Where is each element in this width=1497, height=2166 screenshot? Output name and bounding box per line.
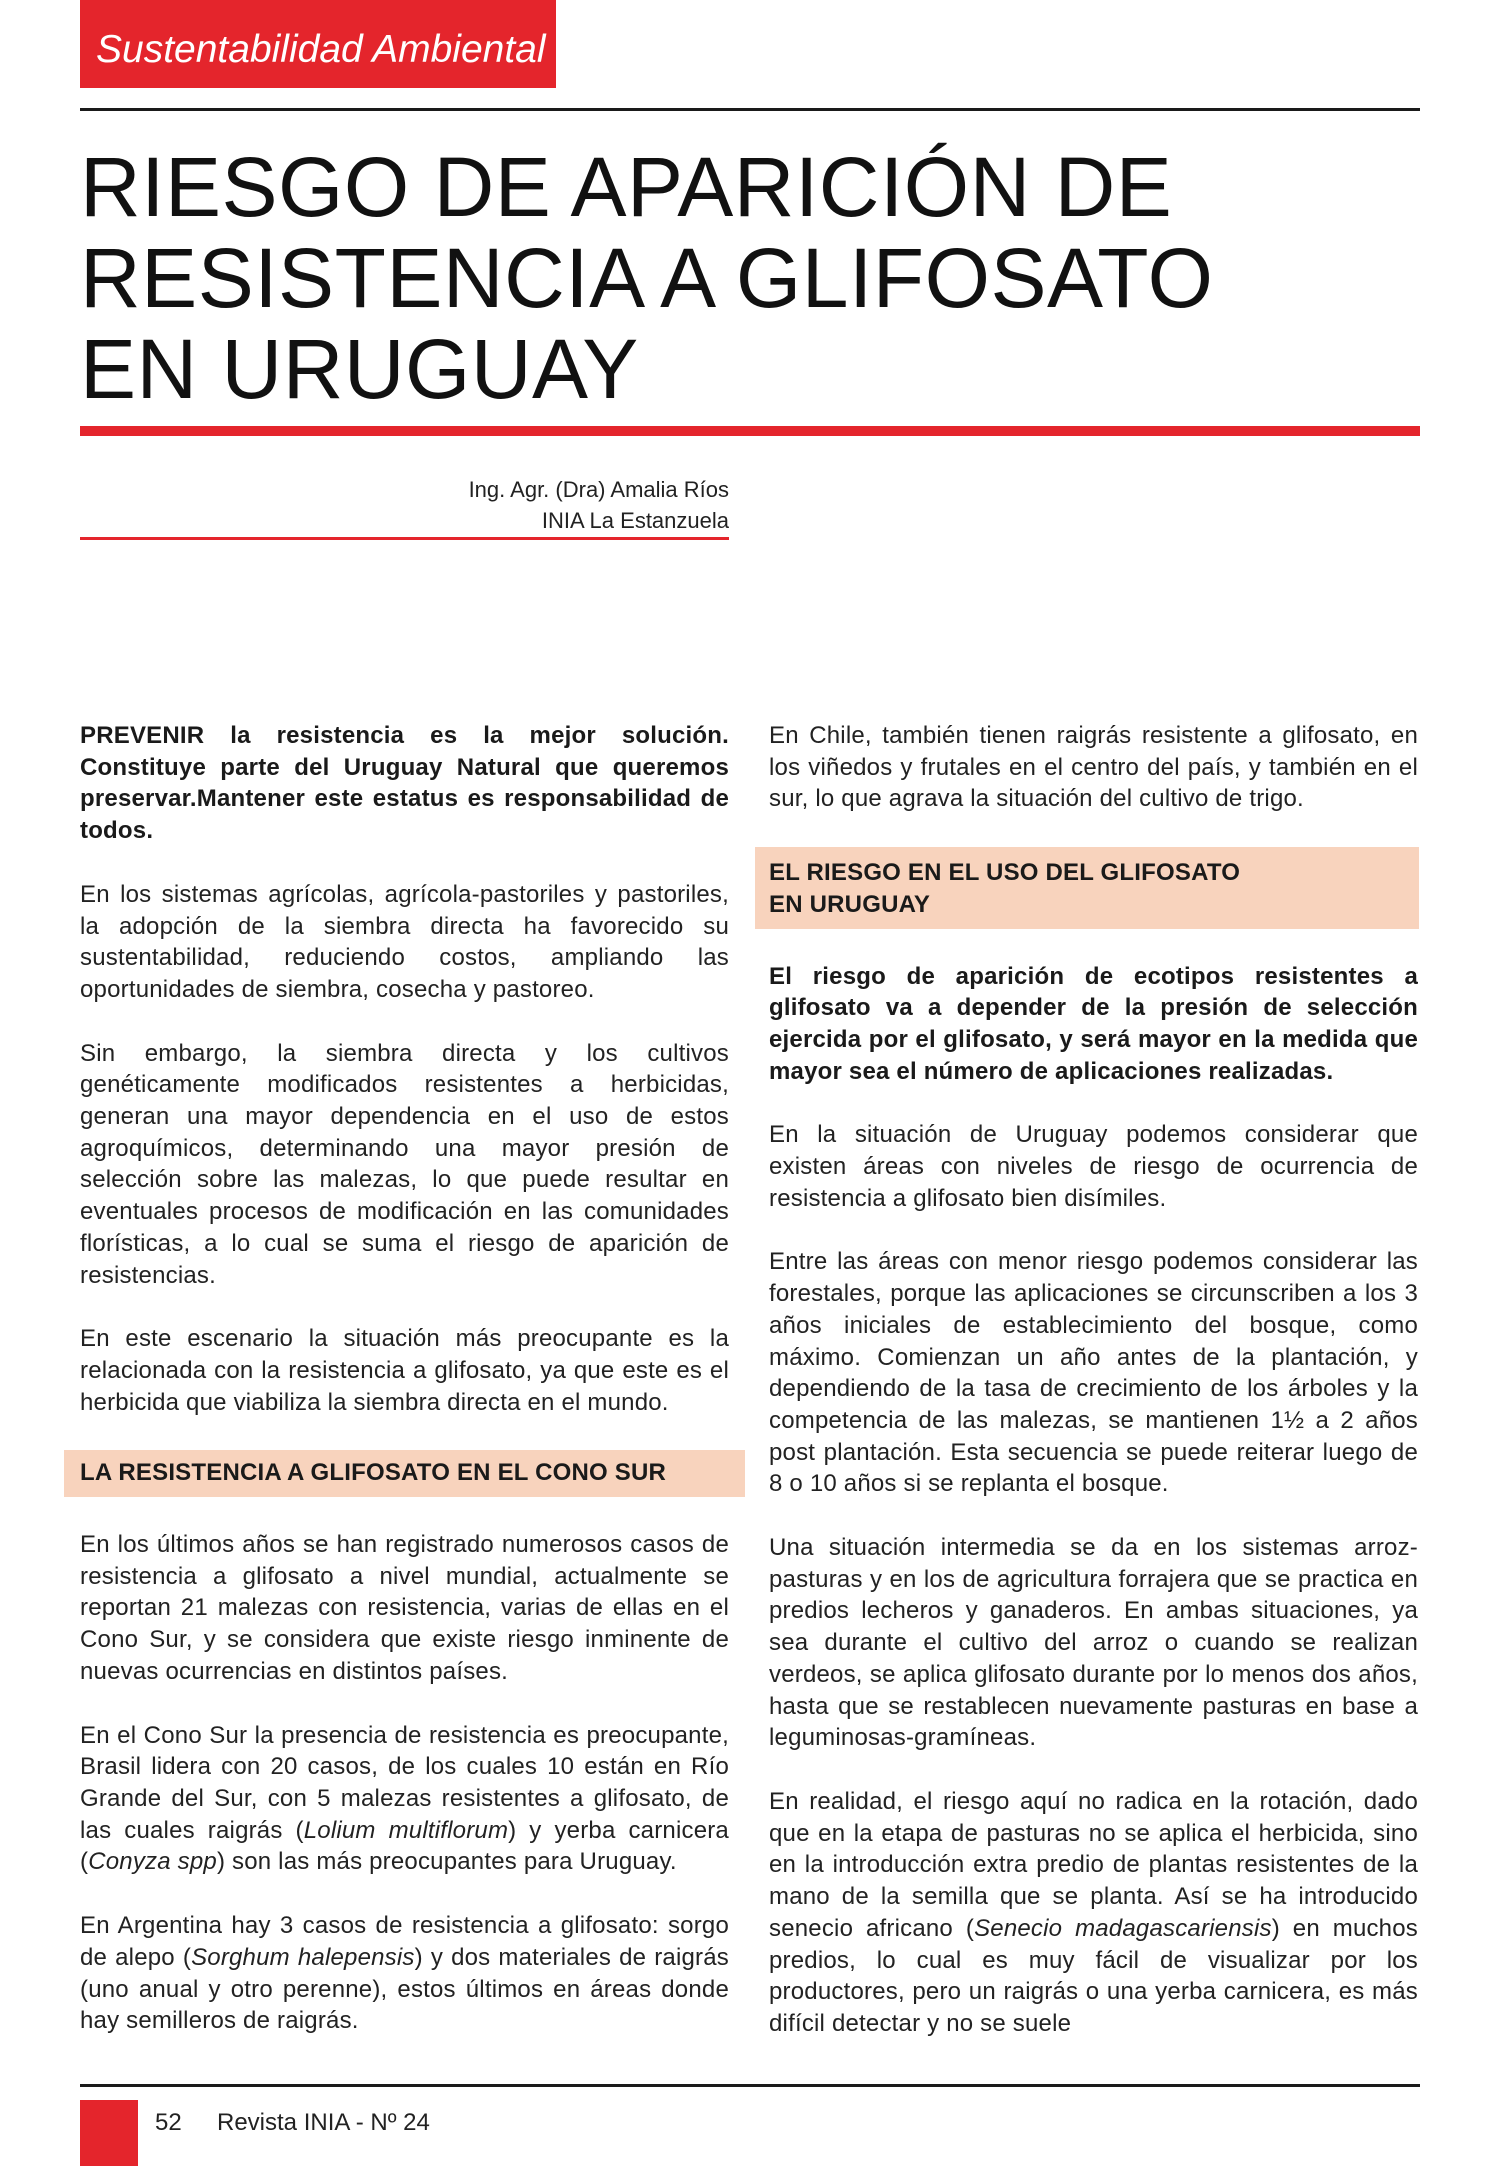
body-paragraph	[80, 1910, 729, 2037]
footer-accent	[80, 2100, 138, 2166]
body-paragraph: En los sistemas agrícolas, agrícola-pastoriles y pastoriles, la adopción de la siembra directa ha favorecido su sustentabilidad, reduciendo costos, ampliando las oportunidades de siembra, cosecha y pastoreo.	[80, 880, 729, 1003]
body-paragraph: En la situación de Uruguay podemos considerar que existen áreas con niveles de riesgo de ocurrencia de resistencia a glifosato bien disímiles.	[769, 1121, 1418, 1212]
footer-rule	[80, 2084, 1420, 2087]
section-heading	[755, 847, 1419, 928]
author-name: Ing. Agr. (Dra) Amalia Ríos	[468, 477, 729, 502]
species-name: Lolium multiflorum	[303, 1816, 509, 1844]
author-affiliation: INIA La Estanzuela	[541, 508, 729, 533]
body-paragraph: En los últimos años se han registrado numerosos casos de resistencia a glifosato a nivel mundial, actualmente se reportan 21 malezas con resistencia, varias de ellas en el Cono Sur, y se considera que existe riesgo inminente de nuevas ocurrencias en distintos países.	[80, 1531, 729, 1685]
species-name: Senecio madagascariensis	[974, 1914, 1272, 1942]
species-name: Conyza spp	[88, 1848, 217, 1876]
journal-name: Revista INIA - Nº 24	[217, 2109, 430, 2136]
byline	[300, 474, 729, 536]
text-run: ) y dos materiales de raigrás (uno anual y otro perenne), estos últimos en áreas donde hay semilleros de raigrás.	[80, 1943, 729, 2035]
top-rule	[80, 108, 1420, 111]
heading-line: EL RIESGO EN EL USO DEL GLIFOSATO	[769, 859, 1241, 887]
text-run: En el Cono Sur la presencia de resistencia es preocupante, Brasil lidera con 20 casos, de los cuales 10 están en Río Grande del Sur, con 5 malezas resistentes a glifosato, de las cuales raigrás (	[80, 1721, 729, 1844]
section-tag: Sustentabilidad Ambiental	[80, 0, 556, 88]
body-paragraph	[769, 1786, 1418, 2040]
title-underline	[80, 426, 1420, 436]
article-title	[80, 142, 1420, 415]
title-line: EN URUGUAY	[80, 322, 639, 416]
section-heading: LA RESISTENCIA A GLIFOSATO EN EL CONO SUR	[64, 1450, 745, 1497]
body-paragraph: Entre las áreas con menor riesgo podemos considerar las forestales, porque las aplicaciones se circunscriben a los 3 años iniciales de establecimiento del bosque, como máximo. Comienzan un año antes de la plantación, y dependiendo de la tasa de crecimiento de los árboles y la competencia de las malezas, se mantienen 1½ a 2 años post plantación. Esta secuencia se puede reiterar luego de 8 o 10 años si se replanta el bosque.	[769, 1248, 1418, 1498]
species-name: Sorghum halepensis	[191, 1943, 415, 1971]
page-number: 52	[155, 2109, 182, 2136]
text-run: ) son las más preocupantes para Uruguay.	[216, 1848, 677, 1876]
text-run: ) en muchos predios, lo cual es muy fácil de visualizar por los productores, pero un raigrás o una yerba carnicera, es más difícil detectar y no se suele	[769, 1914, 1418, 2037]
byline-rule	[80, 537, 729, 540]
text-run: En Argentina hay 3 casos de resistencia a glifosato: sorgo de alepo (	[80, 1912, 729, 1971]
text-run: En realidad, el riesgo aquí no radica en la rotación, dado que en la etapa de pasturas no se aplica el herbicida, sino en la introducción extra predio de plantas resistentes de la mano de la semilla que se planta. Así se ha introducido senecio africano (	[769, 1787, 1418, 1942]
body-paragraph	[80, 1720, 729, 1879]
body-paragraph: Sin embargo, la siembra directa y los cultivos genéticamente modificados resistentes a herbicidas, generan una mayor dependencia en el uso de estos agroquímicos, determinando una mayor presión de selección sobre las malezas, lo que puede resultar en eventuales procesos de modificación en las comunidades florísticas, a lo cual se suma el riesgo de aparición de resistencias.	[80, 1039, 729, 1289]
right-column	[769, 720, 1418, 2072]
heading-line: EN URUGUAY	[769, 890, 931, 918]
left-column	[80, 720, 729, 2069]
body-paragraph: Una situación intermedia se da en los sistemas arroz-pasturas y en los de agricultura forrajera que se practica en predios lecheros y ganaderos. En ambas situaciones, ya sea durante el cultivo del arroz o cuando se realizan verdeos, se aplica glifosato durante por lo menos dos años, hasta que se restablecen nuevamente pasturas en base a leguminosas-gramíneas.	[769, 1534, 1418, 1752]
lead-paragraph: PREVENIR la resistencia es la mejor solución. Constituye parte del Uruguay Natural que queremos preservar.Mantener este estatus es responsabilidad de todos.	[80, 722, 729, 845]
title-line: RIESGO DE APARICIÓN DE	[80, 140, 1173, 234]
lead-paragraph: El riesgo de aparición de ecotipos resistentes a glifosato va a depender de la presión de selección ejercida por el glifosato, y será mayor en la medida que mayor sea el número de aplicaciones realizadas.	[769, 962, 1418, 1085]
text-run: ) y yerba carnicera (	[80, 1816, 729, 1876]
body-paragraph: En Chile, también tienen raigrás resistente a glifosato, en los viñedos y frutales en el centro del país, y también en el sur, lo que agrava la situación del cultivo de trigo.	[769, 722, 1418, 813]
body-paragraph: En este escenario la situación más preocupante es la relacionada con la resistencia a glifosato, ya que este es el herbicida que viabiliza la siembra directa en el mundo.	[80, 1325, 729, 1416]
title-line: RESISTENCIA A GLIFOSATO	[80, 231, 1214, 325]
